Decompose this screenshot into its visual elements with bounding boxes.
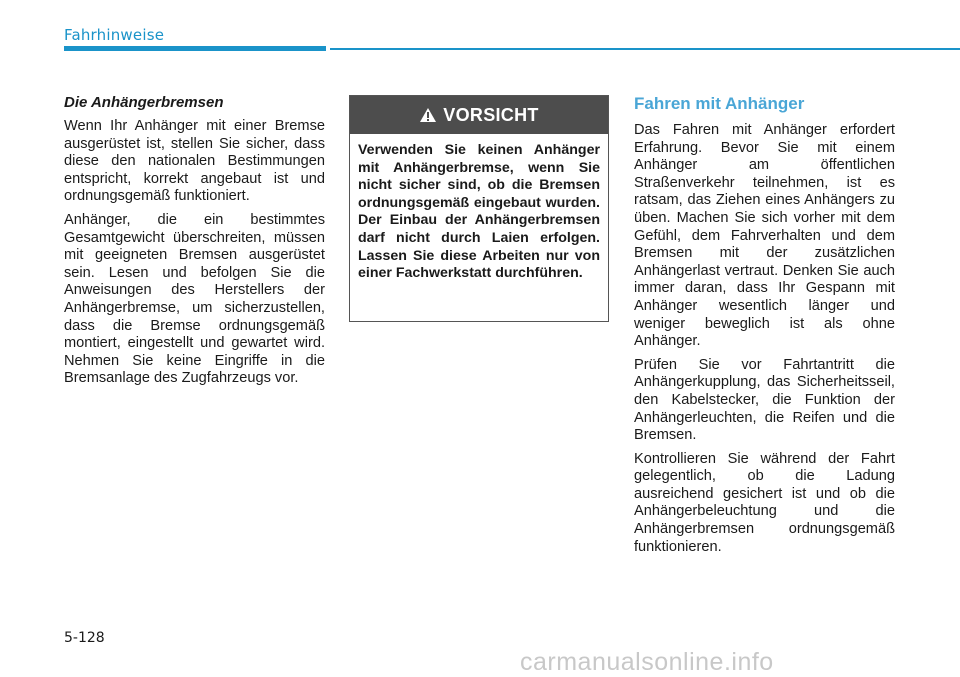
header-rule-thick <box>64 46 326 51</box>
section-title-driving-with-trailer: Fahren mit Anhänger <box>634 94 805 113</box>
subheading-trailer-brakes: Die Anhängerbremsen <box>64 94 224 111</box>
right-column <box>634 94 895 562</box>
caution-text: Verwenden Sie keinen Anhänger mit Anhängerbremse, wenn Sie nicht sicher sind, ob die Bremsen ordnungsgemäß eingebaut wurden. Der Einbau der Anhängerbremsen darf nicht durch Laien erfolgen. Lassen Sie diese Arbeiten nur von einer Fachwerkstatt durchführen. <box>358 142 600 282</box>
section-header: Fahrhinweise <box>64 26 165 44</box>
paragraph: Das Fahren mit Anhänger erfordert Erfahrung. Bevor Sie mit einem Anhänger am öffentlichen Straßenverkehr teilnehmen, ist es ratsam, das Ziehen eines Anhängers zu üben. Machen Sie sich vorher mit dem Gefühl, dem Fahrverhalten und dem Bremsen mit der zusätzlichen Anhängerlast vertraut. Denken Sie auch immer daran, dass Ihr Gespann mit Anhänger wesentlich länger und weniger beweglich ist als ohne Anhänger. <box>634 122 895 350</box>
caution-header <box>350 96 608 134</box>
paragraph: Prüfen Sie vor Fahrtantritt die Anhängerkupplung, das Sicherheitsseil, den Kabelstecker, die Funktion der Anhängerleuchten, die Reifen und die Bremsen. <box>634 356 895 444</box>
paragraph: Kontrollieren Sie während der Fahrt gelegentlich, ob die Ladung ausreichend gesichert ist und ob die Anhängerbeleuchtung und die Anhängerbremsen ordnungsgemäß funktionieren. <box>634 450 895 555</box>
left-column <box>64 94 325 394</box>
header-rule-thin <box>330 48 960 50</box>
caution-box <box>349 95 609 322</box>
paragraph: Wenn Ihr Anhänger mit einer Bremse ausgerüstet ist, stellen Sie sicher, dass diese den nationalen Bestimmungen entspricht, korrekt angebaut ist und ordnungsgemäß funktioniert. <box>64 118 325 205</box>
caution-title: VORSICHT <box>443 104 539 125</box>
page-number: 5-128 <box>64 630 105 646</box>
paragraph: Anhänger, die ein bestimmtes Gesamtgewicht überschreiten, müssen mit geeigneten Bremsen ausgerüstet sein. Lesen und befolgen Sie die Anweisungen des Herstellers der Anhängerbremse, um sicherzustellen, dass die Bremse ordnungsgemäß montiert, eingestellt und gewartet wird. Nehmen Sie keine Eingriffe in die Bremsanlage des Zugfahrzeugs vor. <box>64 211 325 387</box>
warning-triangle-icon <box>419 107 437 123</box>
watermark: carmanualsonline.info <box>520 648 774 676</box>
